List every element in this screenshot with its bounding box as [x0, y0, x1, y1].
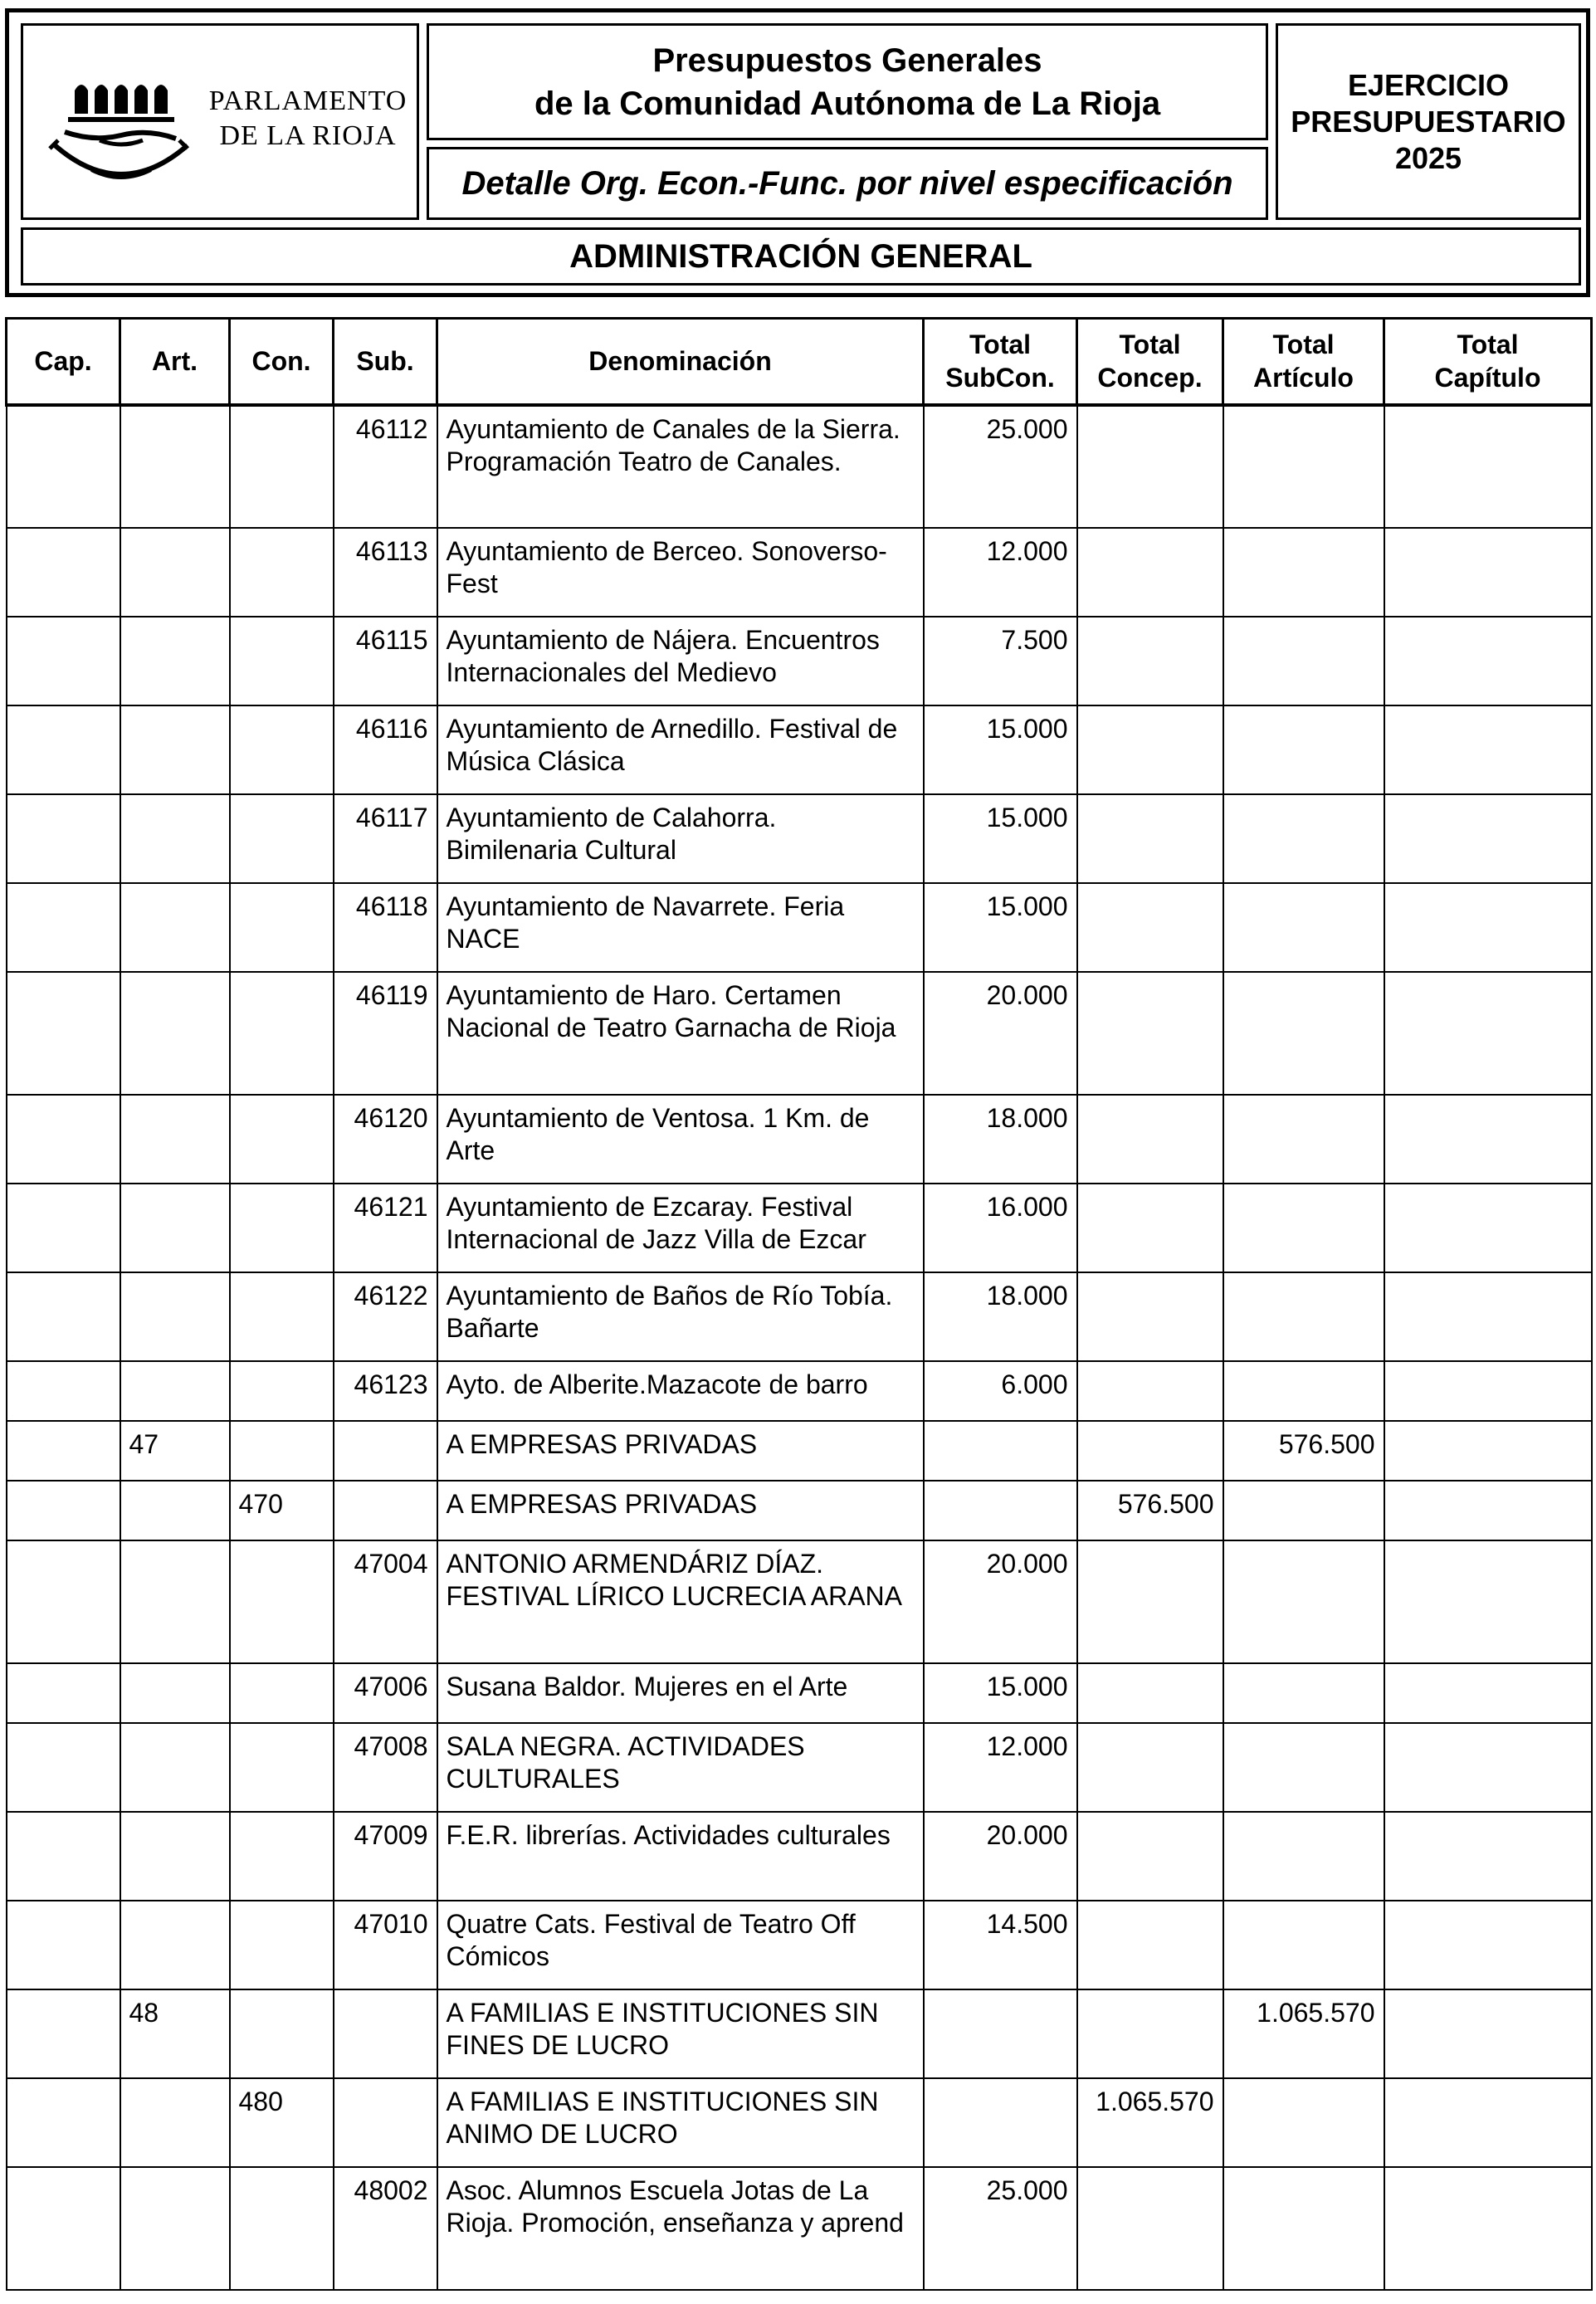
cell-total-capitulo: [1384, 1095, 1592, 1184]
cell-denominacion: ANTONIO ARMENDÁRIZ DÍAZ. FESTIVAL LÍRICO LUCRECIA ARANA: [437, 1540, 924, 1663]
cell-sub: 46113: [334, 528, 437, 617]
cell-sub: [334, 1481, 437, 1540]
col-con: Con.: [230, 319, 334, 405]
document-subtitle: Detalle Org. Econ.-Func. por nivel especificación: [427, 147, 1268, 220]
logo-box: [21, 23, 419, 220]
cell-con: [230, 405, 334, 528]
cell-total-capitulo: [1384, 1361, 1592, 1421]
cell-total-subcon: 12.000: [924, 528, 1077, 617]
cell-total-capitulo: [1384, 528, 1592, 617]
table-header: [7, 319, 1592, 405]
cell-total-capitulo: [1384, 1812, 1592, 1901]
cell-art: [120, 794, 230, 883]
cell-con: 480: [230, 2078, 334, 2167]
cell-total-concep: [1077, 705, 1223, 794]
cell-total-capitulo: [1384, 1723, 1592, 1812]
cell-cap: [7, 1723, 120, 1812]
cell-total-articulo: 576.500: [1223, 1421, 1384, 1481]
table-row: [7, 1481, 1592, 1540]
cell-total-concep: [1077, 617, 1223, 705]
cell-cap: [7, 1989, 120, 2078]
cell-art: [120, 1663, 230, 1723]
cell-total-concep: [1077, 528, 1223, 617]
cell-total-articulo: [1223, 883, 1384, 972]
header-row: [7, 319, 1592, 405]
cell-total-subcon: 15.000: [924, 883, 1077, 972]
cell-total-subcon: 15.000: [924, 794, 1077, 883]
cell-denominacion: Ayuntamiento de Haro. Certamen Nacional de Teatro Garnacha de Rioja: [437, 972, 924, 1095]
cell-total-concep: [1077, 1901, 1223, 1989]
cell-cap: [7, 1540, 120, 1663]
cell-denominacion: Ayuntamiento de Arnedillo. Festival de Música Clásica: [437, 705, 924, 794]
cell-total-capitulo: [1384, 1272, 1592, 1361]
cell-denominacion: A FAMILIAS E INSTITUCIONES SIN FINES DE LUCRO: [437, 1989, 924, 2078]
cell-total-articulo: [1223, 528, 1384, 617]
col-total-subcon-line2: SubCon.: [945, 363, 1055, 393]
cell-total-subcon: [924, 1989, 1077, 2078]
cell-total-articulo: [1223, 2167, 1384, 2290]
cell-denominacion: Ayto. de Alberite.Mazacote de barro: [437, 1361, 924, 1421]
cell-total-subcon: 18.000: [924, 1095, 1077, 1184]
table-row: [7, 1812, 1592, 1901]
cell-art: [120, 405, 230, 528]
cell-sub: 46123: [334, 1361, 437, 1421]
cell-total-articulo: [1223, 617, 1384, 705]
table-row: [7, 1095, 1592, 1184]
cell-con: [230, 1272, 334, 1361]
cell-con: [230, 972, 334, 1095]
cell-total-capitulo: [1384, 705, 1592, 794]
table-row: [7, 1989, 1592, 2078]
cell-cap: [7, 528, 120, 617]
cell-total-concep: [1077, 1989, 1223, 2078]
cell-denominacion: Ayuntamiento de Berceo. Sonoverso-Fest: [437, 528, 924, 617]
cell-total-articulo: [1223, 1901, 1384, 1989]
table-row: [7, 2167, 1592, 2290]
cell-total-capitulo: [1384, 794, 1592, 883]
cell-total-capitulo: [1384, 1184, 1592, 1272]
cell-total-concep: [1077, 1095, 1223, 1184]
cell-total-concep: [1077, 1421, 1223, 1481]
cell-cap: [7, 883, 120, 972]
col-total-articulo-line2: Artículo: [1253, 363, 1354, 393]
table-row: [7, 1901, 1592, 1989]
cell-total-articulo: [1223, 1272, 1384, 1361]
cell-art: [120, 617, 230, 705]
cell-total-subcon: 12.000: [924, 1723, 1077, 1812]
cell-con: [230, 528, 334, 617]
table-row: [7, 883, 1592, 972]
cell-total-capitulo: [1384, 1540, 1592, 1663]
col-cap: Cap.: [7, 319, 120, 405]
cell-art: [120, 1812, 230, 1901]
cell-cap: [7, 1421, 120, 1481]
cell-total-articulo: 1.065.570: [1223, 1989, 1384, 2078]
cell-sub: 47006: [334, 1663, 437, 1723]
cell-sub: 47004: [334, 1540, 437, 1663]
cell-denominacion: A EMPRESAS PRIVADAS: [437, 1481, 924, 1540]
cell-con: [230, 1184, 334, 1272]
cell-denominacion: F.E.R. librerías. Actividades culturales: [437, 1812, 924, 1901]
table-row: [7, 528, 1592, 617]
cell-denominacion: Asoc. Alumnos Escuela Jotas de La Rioja. Promoción, enseñanza y aprend: [437, 2167, 924, 2290]
exercise-line2: PRESUPUESTARIO: [1291, 104, 1566, 139]
cell-total-concep: [1077, 1812, 1223, 1901]
cell-denominacion: Ayuntamiento de Ventosa. 1 Km. de Arte: [437, 1095, 924, 1184]
cell-total-subcon: 18.000: [924, 1272, 1077, 1361]
table-body: [7, 405, 1592, 2290]
cell-sub: 47008: [334, 1723, 437, 1812]
table-row: [7, 972, 1592, 1095]
cell-total-articulo: [1223, 705, 1384, 794]
cell-denominacion: Ayuntamiento de Nájera. Encuentros Internacionales del Medievo: [437, 617, 924, 705]
col-total-capitulo-line2: Capítulo: [1434, 363, 1541, 393]
cell-cap: [7, 1361, 120, 1421]
cell-art: [120, 1095, 230, 1184]
col-total-capitulo-line1: Total: [1457, 329, 1519, 360]
cell-cap: [7, 1663, 120, 1723]
cell-con: 470: [230, 1481, 334, 1540]
cell-sub: 46122: [334, 1272, 437, 1361]
cell-con: [230, 1421, 334, 1481]
cell-total-subcon: 25.000: [924, 2167, 1077, 2290]
cell-con: [230, 883, 334, 972]
cell-denominacion: A FAMILIAS E INSTITUCIONES SIN ANIMO DE LUCRO: [437, 2078, 924, 2167]
document-header: [5, 8, 1590, 297]
cell-total-subcon: 15.000: [924, 1663, 1077, 1723]
cell-total-capitulo: [1384, 883, 1592, 972]
table-row: [7, 2078, 1592, 2167]
cell-total-subcon: 25.000: [924, 405, 1077, 528]
cell-denominacion: A EMPRESAS PRIVADAS: [437, 1421, 924, 1481]
table-row: [7, 617, 1592, 705]
logo-text-line2: DE LA RIOJA: [219, 120, 397, 151]
table-row: [7, 705, 1592, 794]
cell-total-capitulo: [1384, 972, 1592, 1095]
cell-sub: [334, 2078, 437, 2167]
col-art: Art.: [120, 319, 230, 405]
cell-sub: 46115: [334, 617, 437, 705]
cell-total-capitulo: [1384, 1481, 1592, 1540]
cell-total-articulo: [1223, 1184, 1384, 1272]
cell-total-articulo: [1223, 1481, 1384, 1540]
cell-total-subcon: 20.000: [924, 972, 1077, 1095]
cell-total-articulo: [1223, 1812, 1384, 1901]
cell-total-capitulo: [1384, 2078, 1592, 2167]
exercise-year: 2025: [1394, 140, 1462, 175]
section-title: ADMINISTRACIÓN GENERAL: [21, 227, 1581, 286]
table-row: [7, 1272, 1592, 1361]
cell-total-capitulo: [1384, 1989, 1592, 2078]
cell-total-concep: [1077, 1723, 1223, 1812]
cell-total-articulo: [1223, 794, 1384, 883]
table-row: [7, 1361, 1592, 1421]
cell-sub: 46121: [334, 1184, 437, 1272]
cell-art: [120, 2078, 230, 2167]
cell-total-articulo: [1223, 1361, 1384, 1421]
cell-con: [230, 1812, 334, 1901]
table-row: [7, 1421, 1592, 1481]
parliament-emblem-icon: [40, 66, 198, 190]
cell-art: [120, 1361, 230, 1421]
cell-total-concep: 1.065.570: [1077, 2078, 1223, 2167]
cell-cap: [7, 1901, 120, 1989]
cell-denominacion: Quatre Cats. Festival de Teatro Off Cómicos: [437, 1901, 924, 1989]
budget-exercise: [1276, 23, 1581, 220]
cell-total-concep: [1077, 2167, 1223, 2290]
cell-sub: 46119: [334, 972, 437, 1095]
cell-total-concep: [1077, 405, 1223, 528]
cell-sub: 48002: [334, 2167, 437, 2290]
title-line2: de la Comunidad Autónoma de La Rioja: [534, 85, 1161, 122]
cell-con: [230, 794, 334, 883]
cell-total-concep: [1077, 1184, 1223, 1272]
cell-sub: 46117: [334, 794, 437, 883]
cell-cap: [7, 2167, 120, 2290]
cell-total-capitulo: [1384, 2167, 1592, 2290]
logo-text-line1: PARLAMENTO: [208, 85, 408, 116]
cell-con: [230, 705, 334, 794]
cell-sub: 46116: [334, 705, 437, 794]
cell-total-capitulo: [1384, 1663, 1592, 1723]
cell-con: [230, 2167, 334, 2290]
cell-total-concep: 576.500: [1077, 1481, 1223, 1540]
cell-total-concep: [1077, 1272, 1223, 1361]
cell-cap: [7, 794, 120, 883]
document-title: [427, 23, 1268, 140]
cell-con: [230, 1723, 334, 1812]
table-row: [7, 1184, 1592, 1272]
col-total-concep-line2: Concep.: [1097, 363, 1203, 393]
title-line1: Presupuestos Generales: [652, 41, 1042, 79]
cell-sub: 46112: [334, 405, 437, 528]
cell-total-concep: [1077, 1361, 1223, 1421]
cell-con: [230, 1989, 334, 2078]
cell-cap: [7, 617, 120, 705]
cell-total-subcon: 14.500: [924, 1901, 1077, 1989]
cell-cap: [7, 1812, 120, 1901]
cell-total-articulo: [1223, 1663, 1384, 1723]
cell-art: [120, 1540, 230, 1663]
col-total-concep: [1077, 319, 1223, 405]
table-row: [7, 794, 1592, 883]
cell-sub: [334, 1989, 437, 2078]
col-total-subcon-line1: Total: [969, 329, 1032, 360]
cell-total-subcon: [924, 1481, 1077, 1540]
cell-art: [120, 1901, 230, 1989]
cell-sub: 46118: [334, 883, 437, 972]
col-denominacion: Denominación: [437, 319, 924, 405]
cell-art: [120, 1723, 230, 1812]
col-total-articulo-line1: Total: [1272, 329, 1335, 360]
cell-con: [230, 1663, 334, 1723]
logo-text: [204, 84, 412, 154]
cell-total-capitulo: [1384, 1901, 1592, 1989]
cell-cap: [7, 705, 120, 794]
cell-sub: 46120: [334, 1095, 437, 1184]
cell-art: [120, 1481, 230, 1540]
cell-denominacion: Ayuntamiento de Calahorra. Bimilenaria Cultural: [437, 794, 924, 883]
cell-total-articulo: [1223, 2078, 1384, 2167]
col-sub: Sub.: [334, 319, 437, 405]
cell-denominacion: Ayuntamiento de Baños de Río Tobía. Bañarte: [437, 1272, 924, 1361]
cell-sub: 47010: [334, 1901, 437, 1989]
cell-sub: [334, 1421, 437, 1481]
cell-cap: [7, 1184, 120, 1272]
cell-con: [230, 1540, 334, 1663]
cell-total-capitulo: [1384, 617, 1592, 705]
cell-denominacion: Ayuntamiento de Navarrete. Feria NACE: [437, 883, 924, 972]
cell-art: [120, 528, 230, 617]
cell-art: 47: [120, 1421, 230, 1481]
cell-total-capitulo: [1384, 1421, 1592, 1481]
col-total-articulo: [1223, 319, 1384, 405]
cell-art: [120, 883, 230, 972]
cell-total-concep: [1077, 1540, 1223, 1663]
cell-art: [120, 1272, 230, 1361]
cell-con: [230, 1901, 334, 1989]
cell-cap: [7, 405, 120, 528]
cell-total-capitulo: [1384, 405, 1592, 528]
cell-total-articulo: [1223, 405, 1384, 528]
table-row: [7, 1723, 1592, 1812]
table-row: [7, 1663, 1592, 1723]
cell-con: [230, 1361, 334, 1421]
cell-total-subcon: 16.000: [924, 1184, 1077, 1272]
cell-art: [120, 705, 230, 794]
col-total-subcon: [924, 319, 1077, 405]
cell-total-subcon: [924, 2078, 1077, 2167]
cell-total-articulo: [1223, 1540, 1384, 1663]
table-row: [7, 1540, 1592, 1663]
cell-total-concep: [1077, 972, 1223, 1095]
cell-art: 48: [120, 1989, 230, 2078]
cell-cap: [7, 972, 120, 1095]
cell-total-concep: [1077, 794, 1223, 883]
budget-table: [5, 317, 1593, 2291]
cell-total-subcon: 20.000: [924, 1540, 1077, 1663]
cell-cap: [7, 2078, 120, 2167]
col-total-capitulo: [1384, 319, 1592, 405]
cell-art: [120, 972, 230, 1095]
exercise-line1: EJERCICIO: [1347, 67, 1510, 102]
cell-total-concep: [1077, 883, 1223, 972]
cell-total-subcon: 6.000: [924, 1361, 1077, 1421]
cell-total-subcon: 7.500: [924, 617, 1077, 705]
cell-con: [230, 617, 334, 705]
cell-cap: [7, 1481, 120, 1540]
cell-denominacion: Susana Baldor. Mujeres en el Arte: [437, 1663, 924, 1723]
cell-total-articulo: [1223, 1095, 1384, 1184]
cell-total-subcon: 20.000: [924, 1812, 1077, 1901]
cell-cap: [7, 1272, 120, 1361]
cell-total-articulo: [1223, 1723, 1384, 1812]
cell-cap: [7, 1095, 120, 1184]
col-total-concep-line1: Total: [1119, 329, 1181, 360]
table-row: [7, 405, 1592, 528]
cell-total-concep: [1077, 1663, 1223, 1723]
cell-denominacion: Ayuntamiento de Ezcaray. Festival Internacional de Jazz Villa de Ezcar: [437, 1184, 924, 1272]
cell-total-subcon: [924, 1421, 1077, 1481]
cell-art: [120, 2167, 230, 2290]
cell-denominacion: SALA NEGRA. ACTIVIDADES CULTURALES: [437, 1723, 924, 1812]
cell-sub: 47009: [334, 1812, 437, 1901]
cell-con: [230, 1095, 334, 1184]
cell-denominacion: Ayuntamiento de Canales de la Sierra. Programación Teatro de Canales.: [437, 405, 924, 528]
cell-art: [120, 1184, 230, 1272]
cell-total-subcon: 15.000: [924, 705, 1077, 794]
cell-total-articulo: [1223, 972, 1384, 1095]
